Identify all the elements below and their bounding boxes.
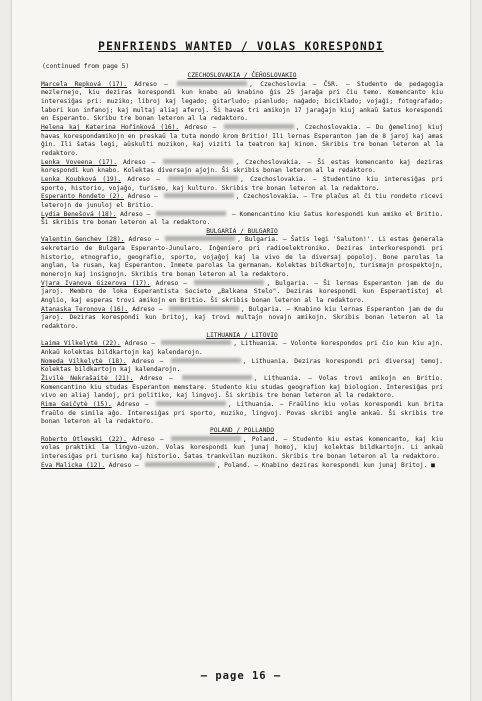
penfriend-entry — [41, 306, 443, 332]
penfriend-description: Adreso – , Czechoslovakia. – Ŝi estas komencanto kaj deziras korespondi kun knabo. Kolektas diversajn ajojn. Ŝi skribis bonan leteron al la redaktoro. — [41, 158, 444, 175]
redacted-address — [163, 159, 233, 164]
penfriend-entry — [41, 176, 443, 193]
penfriend-entry — [41, 462, 443, 471]
penfriend-description: Adreso – , Lithuania. Deziras korespondi pri diversaj temoj. Kolektas bildkartojn kaj kalendarojn. — [41, 357, 443, 374]
penfriend-description: Adreso – , Bulgaria. – Ŝi lernas Esperanton jam de du jaroj. Membro de loka Esperantista Societo „Balkana Stelo". Deziras korespondi kun Esperantistoj el Anglio, kaj esperas trovi amikojn en Britio. Ŝi skribis bonan leteron al la redaktoro. — [41, 279, 443, 305]
penfriend-entry — [41, 340, 443, 357]
redacted-address — [165, 236, 235, 241]
penfriend-name: Laima Vilkelytė (22). — [41, 340, 121, 348]
redacted-address — [164, 193, 234, 198]
penfriend-name: Esperanto Rondeto (2). — [41, 193, 124, 201]
penfriend-entry — [41, 236, 443, 279]
page-number: — page 16 — — [200, 670, 282, 682]
penfriend-description: Adreso – , Lithuania. – Volonte korespondos pri ĉio kun kiu ajn. Ankaŭ kolektas bildkartojn kaj kalendarojn. — [41, 340, 443, 356]
document-page — [12, 0, 470, 701]
listings-body — [41, 72, 443, 470]
penfriend-entry — [41, 81, 443, 124]
penfriend-name: Lydia Benešová (18). — [41, 210, 117, 218]
redacted-address — [171, 436, 241, 441]
penfriend-entry — [41, 159, 443, 176]
penfriend-description: Adreso – , Poland. – Knabino deziras korespondi kun junaj Britoj. ■ — [104, 461, 435, 469]
penfriend-name: Nomeda Vilkelytė (18). — [41, 357, 127, 365]
penfriend-description: Adreso – , Czechoslovakia. – Tre plaĉus al ĉi tiu rondeto ricevi leterojn de junuloj el Britio. — [41, 193, 443, 209]
penfriend-name: Helena kaj Katerina Hořínková (16). — [41, 123, 180, 131]
penfriend-name: Roberto Otlewski (22). — [41, 435, 127, 443]
page-title: PENFRIENDS WANTED / VOLAS KORESPONDI — [98, 40, 384, 53]
penfriend-name: Lenka Koubková (19). — [41, 175, 122, 183]
penfriend-name: Vjara Ivanova Gizerova (17). — [41, 279, 151, 287]
penfriend-entry — [41, 436, 443, 462]
penfriend-description: Adreso – , Czechoslovakia. – Studentino kiu interesiĝas pri sporto, historio, vojaĝo, turismo, kaj kulturo. Skribis tre bonan leteron al la redaktoro. — [41, 175, 443, 192]
penfriend-name: Atanaska Teronova (16). — [41, 305, 129, 313]
penfriend-entry — [41, 358, 443, 375]
redacted-address — [182, 375, 252, 380]
penfriend-entry — [41, 124, 443, 159]
continued-note: (continued from page 5) — [42, 63, 130, 70]
penfriend-description: Adreso – , Czechoslovakia. – Du ĝemelinoj kiuj havas korespondamikojn en preskaŭ la tuta mondo krom Britio! Ili lernas Esperanton jam de 8 jaroj kaj amas ĝin. Ili ŝatas legi, aŭskulti muzikon, kaj viziti la teatron kaj kinon. Skribis tre bonan leteron al la redaktoro. — [41, 123, 443, 157]
redacted-address — [169, 306, 239, 311]
penfriend-description: Adreso – , Lithuania. – Volas trovi amikojn en Britio. Komencantino kiu studas Esperanton memstare. Studento kiu studas geografion kaj biologion. Interesiĝas pri vivo en aliaj landoj, pri politiko, kaj lingvoj. Ŝi skribis tre bonan leteron al la redaktoro. — [41, 374, 443, 400]
penfriend-entry — [41, 211, 443, 228]
penfriend-description: Adreso – – Komencantino kiu ŝatus korespondi kun amiko el Britio. Ŝi skribis tre bonan leteron al la redaktoro. — [41, 210, 443, 227]
penfriend-name: Živilė Nekrašaitė (21). — [41, 374, 134, 382]
redacted-address — [168, 176, 238, 181]
penfriend-description: Adreso – , Bulgaria. – Knabino kiu lernas Esperanton jam de du jaroj. Deziras korespondi kun britoj, kaj trovi multajn novajn amikojn. Skribis bonan leteron al la redaktoro. — [41, 305, 443, 331]
redacted-address — [194, 280, 264, 285]
penfriend-entry — [41, 280, 443, 306]
penfriend-entry — [41, 401, 443, 427]
country-heading: LITHUANIA / LITOVIO — [206, 331, 278, 339]
penfriend-description: Adreso – , Lithuania. – Fraŭlino kiu volas korespondi kun brita fraŭlo de simila aĝo. Interesiĝas pri sporto, muziko, lingvoj. Povas skribi angle ankaŭ. Ŝi skribis tre bonan leteron al la redaktoro. — [41, 400, 443, 426]
penfriend-name: Rima Gaičytė (15). — [41, 400, 112, 408]
redacted-address — [156, 401, 226, 406]
redacted-address — [224, 124, 294, 129]
penfriend-name: Valentin Genchev (28). — [41, 236, 125, 244]
redacted-address — [161, 340, 231, 345]
penfriend-entry — [41, 193, 443, 210]
redacted-address — [177, 81, 247, 86]
penfriend-entry — [41, 375, 443, 401]
redacted-address — [156, 211, 226, 216]
country-heading: POLAND / POLLANDO — [210, 426, 274, 434]
penfriend-description: Adreso – , Czechoslovia – ĈSR. – Studento de pedagogia mezlernejo, kiu deziras korespondi kun knabo aŭ knabino ĝis 25 jaraĝa pri ĉiu temo. Komencanto kiu interesiĝas pri: muziko; libroj kaj legado; gitarludo; pianludo; naĝado; bicikladо; vojaĝi; fotografado; labori kun infanoj; kaj multaj aliaj aferoj. Ŝi havas tri amikojn 17 jaraĝajn kiuj ankaŭ ŝatus korespondi en Esperanto. Skribu tre bonan leteron al la redaktoro. — [41, 80, 443, 123]
penfriend-name: Lenka Voveena (17). — [41, 158, 117, 166]
redacted-address — [145, 462, 215, 467]
penfriend-name: Eva Malicka (12). — [41, 461, 105, 469]
redacted-address — [171, 358, 241, 363]
country-heading: CZECHOSLOVAKIA / ĈEĤOSLOVAKIO — [187, 72, 297, 79]
penfriend-name: Marcela Repková (17). — [41, 80, 128, 88]
country-heading: BULGARIA / BULGARIO — [206, 227, 278, 235]
penfriend-description: Adreso – , Poland. – Studento kiu estas komencanto, kaj kiu volas praktiki la lingvo-uzon. Volas korespondi kun junaj homoj, kiuj kolektas bildkartojn. Li ankaŭ interesiĝas pri turismo kaj historio. Ŝatas trankvilan muzikon. Skribis tre bonan leteron al la redaktoro. — [41, 435, 443, 460]
penfriend-description: Adreso – , Bulgaria. – Ŝatis legi 'Saluton!'. Li estas ĝenerala sekretario de Bulgara Esperanto-Junularo. Inĝeniero pri radioelektroniko. Deziras interkorespondi pri historio, etnografio, geografio, sporto, vojaĝoj kaj la vivo de la diversaj popoloj. Bone parolas la anglan, la rusan, kaj Esperanton. Inmete parolas la germanan. Kolektas bildkartojn, turismajn prospektojn, monerojn kaj insignojn. Skribis tre bonan leteron al la redaktoro. — [41, 236, 443, 279]
